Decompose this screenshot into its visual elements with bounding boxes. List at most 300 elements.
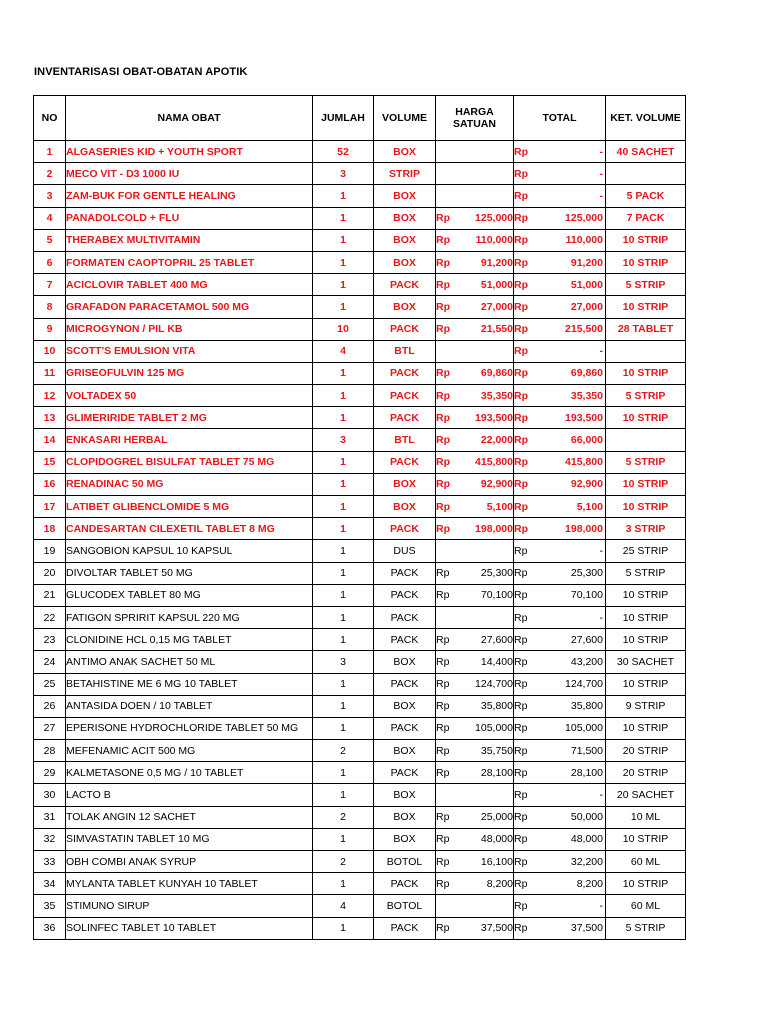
cell-jumlah: 1	[313, 185, 374, 207]
cell-no: 11	[34, 362, 66, 384]
cell-harga-satuan	[436, 185, 514, 207]
cell-ket-volume: 10 STRIP	[606, 629, 686, 651]
total-currency: Rp	[514, 411, 528, 424]
cell-no: 16	[34, 473, 66, 495]
inventory-table	[33, 95, 686, 940]
total-currency: Rp	[514, 855, 528, 868]
table-row	[34, 163, 686, 185]
cell-nama-obat: STIMUNO SIRUP	[66, 895, 313, 917]
total-currency: Rp	[514, 434, 528, 447]
harga-amount: 110,000	[475, 234, 513, 247]
cell-no: 26	[34, 695, 66, 717]
table-row	[34, 629, 686, 651]
cell-no: 3	[34, 185, 66, 207]
total-amount: 124,700	[565, 678, 603, 691]
cell-no: 30	[34, 784, 66, 806]
harga-amount: 22,000	[480, 434, 513, 447]
table-row	[34, 562, 686, 584]
harga-amount: 5,100	[486, 500, 513, 513]
total-currency: Rp	[514, 389, 528, 402]
cell-nama-obat: GLUCODEX TABLET 80 MG	[66, 584, 313, 606]
cell-harga-satuan	[436, 673, 514, 695]
cell-ket-volume: 10 STRIP	[606, 473, 686, 495]
cell-total	[514, 540, 606, 562]
total-currency: Rp	[514, 766, 528, 779]
cell-jumlah: 10	[313, 318, 374, 340]
cell-jumlah: 1	[313, 784, 374, 806]
harga-amount: 91,200	[480, 256, 513, 269]
cell-no: 5	[34, 229, 66, 251]
cell-nama-obat: SOLINFEC TABLET 10 TABLET	[66, 917, 313, 939]
cell-nama-obat: TOLAK ANGIN 12 SACHET	[66, 806, 313, 828]
cell-harga-satuan	[436, 540, 514, 562]
cell-total	[514, 141, 606, 163]
total-amount: 35,800	[570, 700, 603, 713]
cell-jumlah: 1	[313, 695, 374, 717]
cell-nama-obat: ZAM-BUK FOR GENTLE HEALING	[66, 185, 313, 207]
cell-harga-satuan	[436, 407, 514, 429]
cell-no: 23	[34, 629, 66, 651]
harga-currency: Rp	[436, 766, 450, 779]
cell-harga-satuan	[436, 362, 514, 384]
cell-nama-obat: SIMVASTATIN TABLET 10 MG	[66, 828, 313, 850]
table-row	[34, 540, 686, 562]
harga-amount: 105,000	[475, 722, 513, 735]
cell-total	[514, 163, 606, 185]
cell-harga-satuan	[436, 895, 514, 917]
harga-amount: 70,100	[480, 589, 513, 602]
cell-ket-volume: 10 STRIP	[606, 296, 686, 318]
cell-ket-volume: 25 STRIP	[606, 540, 686, 562]
cell-ket-volume: 10 STRIP	[606, 717, 686, 739]
harga-amount: 193,500	[475, 411, 513, 424]
cell-volume: PACK	[374, 385, 436, 407]
total-amount: 27,600	[570, 633, 603, 646]
cell-volume: PACK	[374, 917, 436, 939]
harga-amount: 37,500	[480, 922, 513, 935]
cell-no: 31	[34, 806, 66, 828]
cell-volume: PACK	[374, 673, 436, 695]
cell-jumlah: 3	[313, 429, 374, 451]
cell-nama-obat: CLONIDINE HCL 0,15 MG TABLET	[66, 629, 313, 651]
cell-no: 24	[34, 651, 66, 673]
table-row	[34, 917, 686, 939]
cell-ket-volume: 7 PACK	[606, 207, 686, 229]
total-amount: 198,000	[565, 522, 603, 535]
harga-amount: 92,900	[480, 478, 513, 491]
cell-volume: PACK	[374, 451, 436, 473]
cell-ket-volume: 10 STRIP	[606, 407, 686, 429]
cell-nama-obat: ANTASIDA DOEN / 10 TABLET	[66, 695, 313, 717]
total-currency: Rp	[514, 589, 528, 602]
cell-ket-volume: 5 PACK	[606, 185, 686, 207]
cell-harga-satuan	[436, 851, 514, 873]
table-row	[34, 584, 686, 606]
table-row	[34, 229, 686, 251]
cell-volume: BOX	[374, 251, 436, 273]
total-amount: 70,100	[570, 589, 603, 602]
harga-currency: Rp	[436, 300, 450, 313]
cell-ket-volume: 10 STRIP	[606, 362, 686, 384]
cell-jumlah: 2	[313, 851, 374, 873]
cell-total	[514, 873, 606, 895]
cell-jumlah: 3	[313, 163, 374, 185]
harga-currency: Rp	[436, 522, 450, 535]
total-amount: 193,500	[565, 411, 603, 424]
cell-total	[514, 762, 606, 784]
cell-jumlah: 1	[313, 629, 374, 651]
cell-volume: PACK	[374, 584, 436, 606]
cell-total	[514, 362, 606, 384]
harga-amount: 14,400	[480, 655, 513, 668]
harga-amount: 35,750	[480, 744, 513, 757]
cell-volume: BOX	[374, 806, 436, 828]
cell-ket-volume: 10 STRIP	[606, 584, 686, 606]
table-row	[34, 717, 686, 739]
total-amount: -	[599, 167, 603, 180]
cell-nama-obat: KALMETASONE 0,5 MG / 10 TABLET	[66, 762, 313, 784]
cell-ket-volume: 10 STRIP	[606, 828, 686, 850]
cell-jumlah: 3	[313, 651, 374, 673]
cell-volume: BOX	[374, 740, 436, 762]
cell-no: 22	[34, 606, 66, 628]
cell-total	[514, 251, 606, 273]
cell-nama-obat: LATIBET GLIBENCLOMIDE 5 MG	[66, 496, 313, 518]
cell-total	[514, 296, 606, 318]
cell-volume: BOX	[374, 473, 436, 495]
total-amount: 110,000	[565, 234, 603, 247]
total-currency: Rp	[514, 899, 528, 912]
harga-amount: 8,200	[486, 877, 513, 890]
header-ket-volume: KET. VOLUME	[606, 96, 686, 141]
harga-currency: Rp	[436, 922, 450, 935]
total-amount: -	[599, 189, 603, 202]
total-amount: 48,000	[570, 833, 603, 846]
cell-harga-satuan	[436, 518, 514, 540]
cell-volume: BOX	[374, 229, 436, 251]
cell-ket-volume	[606, 163, 686, 185]
cell-harga-satuan	[436, 584, 514, 606]
cell-ket-volume: 40 SACHET	[606, 141, 686, 163]
header-no: NO	[34, 96, 66, 141]
total-currency: Rp	[514, 189, 528, 202]
cell-total	[514, 673, 606, 695]
cell-volume: PACK	[374, 606, 436, 628]
harga-currency: Rp	[436, 456, 450, 469]
cell-jumlah: 1	[313, 873, 374, 895]
table-row	[34, 695, 686, 717]
cell-harga-satuan	[436, 917, 514, 939]
table-row	[34, 740, 686, 762]
cell-no: 36	[34, 917, 66, 939]
cell-no: 15	[34, 451, 66, 473]
cell-total	[514, 562, 606, 584]
total-amount: 32,200	[570, 855, 603, 868]
cell-no: 17	[34, 496, 66, 518]
harga-amount: 35,800	[480, 700, 513, 713]
cell-no: 18	[34, 518, 66, 540]
harga-amount: 125,000	[475, 212, 513, 225]
cell-ket-volume: 5 STRIP	[606, 385, 686, 407]
cell-ket-volume: 20 STRIP	[606, 762, 686, 784]
cell-harga-satuan	[436, 740, 514, 762]
cell-volume: BOTOL	[374, 895, 436, 917]
cell-harga-satuan	[436, 451, 514, 473]
total-currency: Rp	[514, 323, 528, 336]
cell-harga-satuan	[436, 141, 514, 163]
harga-currency: Rp	[436, 855, 450, 868]
total-currency: Rp	[514, 478, 528, 491]
cell-volume: BOX	[374, 828, 436, 850]
cell-nama-obat: EPERISONE HYDROCHLORIDE TABLET 50 MG	[66, 717, 313, 739]
table-row	[34, 518, 686, 540]
cell-total	[514, 606, 606, 628]
harga-amount: 51,000	[480, 278, 513, 291]
cell-no: 21	[34, 584, 66, 606]
cell-jumlah: 2	[313, 740, 374, 762]
table-row	[34, 429, 686, 451]
total-currency: Rp	[514, 789, 528, 802]
harga-amount: 27,000	[480, 300, 513, 313]
cell-ket-volume: 30 SACHET	[606, 651, 686, 673]
cell-total	[514, 385, 606, 407]
harga-currency: Rp	[436, 367, 450, 380]
cell-total	[514, 518, 606, 540]
cell-jumlah: 1	[313, 407, 374, 429]
header-nama-obat: NAMA OBAT	[66, 96, 313, 141]
cell-total	[514, 407, 606, 429]
cell-jumlah: 1	[313, 207, 374, 229]
header-jumlah: JUMLAH	[313, 96, 374, 141]
total-currency: Rp	[514, 278, 528, 291]
cell-nama-obat: FORMATEN CAOPTOPRIL 25 TABLET	[66, 251, 313, 273]
header-volume: VOLUME	[374, 96, 436, 141]
cell-total	[514, 584, 606, 606]
harga-amount: 25,300	[480, 567, 513, 580]
table-row	[34, 606, 686, 628]
cell-jumlah: 1	[313, 385, 374, 407]
table-row	[34, 895, 686, 917]
header-total: TOTAL	[514, 96, 606, 141]
cell-ket-volume: 20 SACHET	[606, 784, 686, 806]
cell-jumlah: 2	[313, 806, 374, 828]
header-row	[34, 96, 686, 141]
cell-harga-satuan	[436, 629, 514, 651]
cell-harga-satuan	[436, 806, 514, 828]
cell-total	[514, 828, 606, 850]
table-row	[34, 496, 686, 518]
cell-harga-satuan	[436, 828, 514, 850]
harga-amount: 28,100	[480, 766, 513, 779]
cell-harga-satuan	[436, 274, 514, 296]
cell-nama-obat: MEFENAMIC ACIT 500 MG	[66, 740, 313, 762]
cell-no: 29	[34, 762, 66, 784]
cell-total	[514, 917, 606, 939]
harga-amount: 124,700	[475, 678, 513, 691]
table-row	[34, 673, 686, 695]
cell-nama-obat: ALGASERIES KID + YOUTH SPORT	[66, 141, 313, 163]
total-currency: Rp	[514, 833, 528, 846]
table-row	[34, 828, 686, 850]
cell-jumlah: 1	[313, 606, 374, 628]
harga-amount: 21,550	[480, 323, 513, 336]
total-currency: Rp	[514, 145, 528, 158]
cell-volume: BOX	[374, 496, 436, 518]
cell-ket-volume	[606, 429, 686, 451]
cell-harga-satuan	[436, 318, 514, 340]
cell-harga-satuan	[436, 762, 514, 784]
cell-total	[514, 695, 606, 717]
cell-no: 13	[34, 407, 66, 429]
cell-no: 32	[34, 828, 66, 850]
total-amount: -	[599, 789, 603, 802]
total-amount: 71,500	[570, 744, 603, 757]
cell-jumlah: 1	[313, 229, 374, 251]
cell-jumlah: 1	[313, 296, 374, 318]
cell-nama-obat: CLOPIDOGREL BISULFAT TABLET 75 MG	[66, 451, 313, 473]
table-row	[34, 385, 686, 407]
cell-total	[514, 629, 606, 651]
harga-amount: 16,100	[480, 855, 513, 868]
cell-no: 2	[34, 163, 66, 185]
total-amount: 43,200	[570, 655, 603, 668]
cell-total	[514, 717, 606, 739]
cell-no: 8	[34, 296, 66, 318]
cell-volume: BOX	[374, 207, 436, 229]
table-row	[34, 851, 686, 873]
cell-harga-satuan	[436, 473, 514, 495]
cell-volume: BOTOL	[374, 851, 436, 873]
cell-ket-volume: 10 STRIP	[606, 229, 686, 251]
cell-nama-obat: SCOTT'S EMULSION VITA	[66, 340, 313, 362]
cell-nama-obat: DIVOLTAR TABLET 50 MG	[66, 562, 313, 584]
total-currency: Rp	[514, 877, 528, 890]
cell-jumlah: 1	[313, 762, 374, 784]
harga-currency: Rp	[436, 212, 450, 225]
table-row	[34, 362, 686, 384]
cell-no: 28	[34, 740, 66, 762]
cell-ket-volume: 28 TABLET	[606, 318, 686, 340]
cell-harga-satuan	[436, 296, 514, 318]
table-row	[34, 318, 686, 340]
total-amount: -	[599, 345, 603, 358]
cell-nama-obat: GRISEOFULVIN 125 MG	[66, 362, 313, 384]
harga-currency: Rp	[436, 589, 450, 602]
cell-nama-obat: FATIGON SPRIRIT KAPSUL 220 MG	[66, 606, 313, 628]
cell-jumlah: 52	[313, 141, 374, 163]
cell-harga-satuan	[436, 717, 514, 739]
cell-harga-satuan	[436, 251, 514, 273]
cell-no: 20	[34, 562, 66, 584]
header-harga-line2: SATUAN	[453, 118, 496, 130]
cell-harga-satuan	[436, 229, 514, 251]
cell-total	[514, 740, 606, 762]
total-amount: 27,000	[570, 300, 603, 313]
harga-currency: Rp	[436, 744, 450, 757]
table-row	[34, 762, 686, 784]
cell-ket-volume: 5 STRIP	[606, 274, 686, 296]
cell-volume: PACK	[374, 629, 436, 651]
cell-jumlah: 1	[313, 274, 374, 296]
total-amount: 50,000	[570, 811, 603, 824]
cell-total	[514, 207, 606, 229]
total-amount: 5,100	[576, 500, 603, 513]
cell-ket-volume: 10 ML	[606, 806, 686, 828]
cell-total	[514, 429, 606, 451]
harga-currency: Rp	[436, 478, 450, 491]
table-row	[34, 185, 686, 207]
cell-harga-satuan	[436, 163, 514, 185]
table-row	[34, 207, 686, 229]
total-amount: -	[599, 611, 603, 624]
cell-volume: BOX	[374, 141, 436, 163]
total-amount: -	[599, 899, 603, 912]
cell-volume: BTL	[374, 340, 436, 362]
harga-currency: Rp	[436, 833, 450, 846]
total-amount: 25,300	[570, 567, 603, 580]
cell-nama-obat: THERABEX MULTIVITAMIN	[66, 229, 313, 251]
cell-no: 6	[34, 251, 66, 273]
cell-volume: BOX	[374, 784, 436, 806]
harga-currency: Rp	[436, 567, 450, 580]
cell-total	[514, 851, 606, 873]
cell-ket-volume: 5 STRIP	[606, 917, 686, 939]
cell-ket-volume: 10 STRIP	[606, 673, 686, 695]
cell-ket-volume: 5 STRIP	[606, 562, 686, 584]
total-currency: Rp	[514, 256, 528, 269]
cell-jumlah: 1	[313, 562, 374, 584]
cell-jumlah: 1	[313, 673, 374, 695]
cell-volume: BOX	[374, 695, 436, 717]
harga-currency: Rp	[436, 655, 450, 668]
table-row	[34, 340, 686, 362]
cell-volume: PACK	[374, 318, 436, 340]
total-currency: Rp	[514, 367, 528, 380]
cell-volume: PACK	[374, 717, 436, 739]
total-currency: Rp	[514, 744, 528, 757]
harga-amount: 69,860	[480, 367, 513, 380]
total-currency: Rp	[514, 611, 528, 624]
cell-nama-obat: BETAHISTINE ME 6 MG 10 TABLET	[66, 673, 313, 695]
harga-currency: Rp	[436, 678, 450, 691]
harga-currency: Rp	[436, 500, 450, 513]
cell-jumlah: 4	[313, 895, 374, 917]
cell-harga-satuan	[436, 651, 514, 673]
table-row	[34, 473, 686, 495]
cell-harga-satuan	[436, 606, 514, 628]
harga-amount: 25,000	[480, 811, 513, 824]
total-amount: 66,000	[570, 434, 603, 447]
cell-nama-obat: ENKASARI HERBAL	[66, 429, 313, 451]
cell-harga-satuan	[436, 784, 514, 806]
total-amount: -	[599, 145, 603, 158]
total-currency: Rp	[514, 678, 528, 691]
total-amount: 51,000	[570, 278, 603, 291]
cell-jumlah: 1	[313, 584, 374, 606]
harga-currency: Rp	[436, 411, 450, 424]
cell-volume: PACK	[374, 518, 436, 540]
cell-harga-satuan	[436, 340, 514, 362]
cell-harga-satuan	[436, 429, 514, 451]
cell-volume: PACK	[374, 274, 436, 296]
harga-currency: Rp	[436, 877, 450, 890]
cell-volume: BOX	[374, 651, 436, 673]
cell-no: 14	[34, 429, 66, 451]
total-currency: Rp	[514, 633, 528, 646]
table-row	[34, 784, 686, 806]
cell-harga-satuan	[436, 562, 514, 584]
cell-volume: PACK	[374, 762, 436, 784]
